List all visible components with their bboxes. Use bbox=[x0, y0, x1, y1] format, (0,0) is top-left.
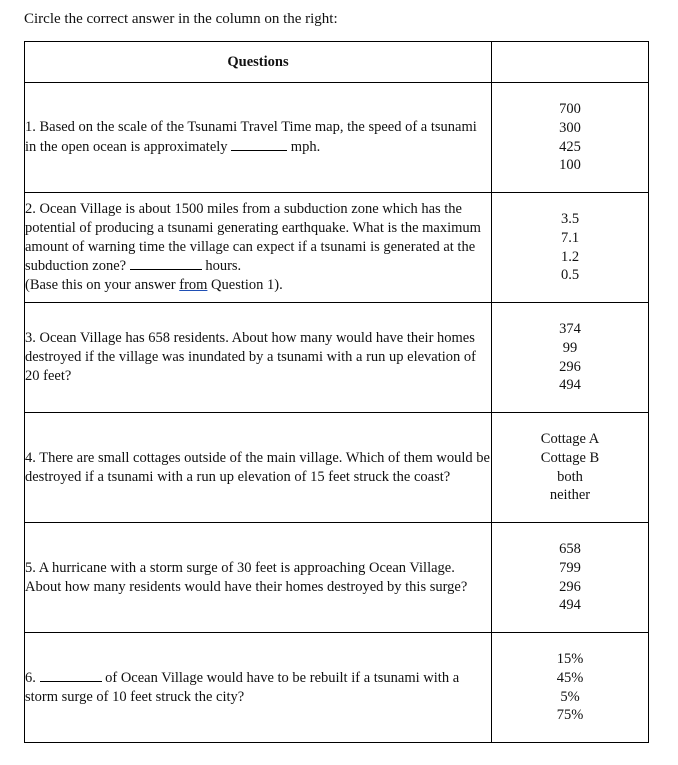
answer-blank[interactable] bbox=[40, 668, 102, 682]
question-row-5 bbox=[25, 523, 649, 633]
question-6: 6. of Ocean Village would have to be rebuilt if a tsunami with a storm surge of 10 feet struck the city? bbox=[25, 633, 492, 743]
answer-blank[interactable] bbox=[130, 256, 202, 270]
answer-choices-6 bbox=[492, 633, 649, 743]
answer-option[interactable]: Cottage B bbox=[540, 449, 600, 466]
answer-option[interactable]: neither bbox=[549, 487, 591, 504]
answer-blank[interactable] bbox=[231, 137, 287, 151]
answer-option[interactable]: 799 bbox=[559, 559, 581, 576]
answer-option[interactable]: 3.5 bbox=[560, 210, 580, 227]
question-5: 5. A hurricane with a storm surge of 30 feet is approaching Ocean Village. About how many residents would have their homes destroyed by this surge? bbox=[25, 523, 492, 633]
table-header-row bbox=[25, 42, 649, 83]
question-2: 2. Ocean Village is about 1500 miles from a subduction zone which has the potential of producing a tsunami generating earthquake. What is the maximum amount of warning time the village can expect if a tsunami is generated at the subduction zone? hours. (Base this on your answer from Question 1). bbox=[25, 193, 492, 303]
answer-choices-5 bbox=[492, 523, 649, 633]
answer-option[interactable]: 0.5 bbox=[560, 267, 580, 284]
question-3: 3. Ocean Village has 658 residents. About how many would have their homes destroyed if the village was inundated by a tsunami with a run up elevation of 20 feet? bbox=[25, 303, 492, 413]
answers-header bbox=[492, 42, 649, 83]
from-link[interactable]: from bbox=[179, 277, 208, 294]
answer-option[interactable]: 296 bbox=[559, 578, 581, 595]
question-row-6 bbox=[25, 633, 649, 743]
instruction-text: Circle the correct answer in the column on the right: bbox=[24, 11, 338, 27]
question-row-2 bbox=[25, 193, 649, 303]
questions-header: Questions bbox=[25, 42, 492, 83]
answer-option[interactable]: 1.2 bbox=[560, 248, 580, 265]
answer-option[interactable]: 494 bbox=[559, 597, 581, 614]
answer-option[interactable]: 99 bbox=[562, 339, 578, 356]
answer-option[interactable]: 374 bbox=[559, 320, 581, 337]
answer-option[interactable]: 658 bbox=[559, 540, 581, 557]
answer-option[interactable]: Cottage A bbox=[540, 430, 600, 447]
answer-option[interactable]: 296 bbox=[559, 358, 581, 375]
question-row-1 bbox=[25, 83, 649, 193]
question-row-4 bbox=[25, 413, 649, 523]
answer-choices-2 bbox=[492, 193, 649, 303]
answer-choices-1 bbox=[492, 83, 649, 193]
answer-option[interactable]: 75% bbox=[556, 707, 584, 724]
answer-option[interactable]: 15% bbox=[556, 650, 584, 667]
answer-option[interactable]: 300 bbox=[559, 119, 581, 136]
question-4: 4. There are small cottages outside of the main village. Which of them would be destroyed if a tsunami with a run up elevation of 15 feet struck the coast? bbox=[25, 413, 492, 523]
answer-option[interactable]: 494 bbox=[559, 377, 581, 394]
answer-option[interactable]: 5% bbox=[560, 688, 580, 705]
answer-option[interactable]: 100 bbox=[559, 157, 581, 174]
answer-choices-3 bbox=[492, 303, 649, 413]
questions-table bbox=[24, 41, 649, 743]
answer-option[interactable]: 7.1 bbox=[560, 229, 580, 246]
answer-option[interactable]: 700 bbox=[559, 100, 581, 117]
answer-option[interactable]: 45% bbox=[556, 669, 584, 686]
question-row-3 bbox=[25, 303, 649, 413]
question-1: 1. Based on the scale of the Tsunami Travel Time map, the speed of a tsunami in the open ocean is approximately mph. bbox=[25, 83, 492, 193]
answer-option[interactable]: 425 bbox=[559, 138, 581, 155]
answer-option[interactable]: both bbox=[557, 468, 583, 485]
answer-choices-4 bbox=[492, 413, 649, 523]
